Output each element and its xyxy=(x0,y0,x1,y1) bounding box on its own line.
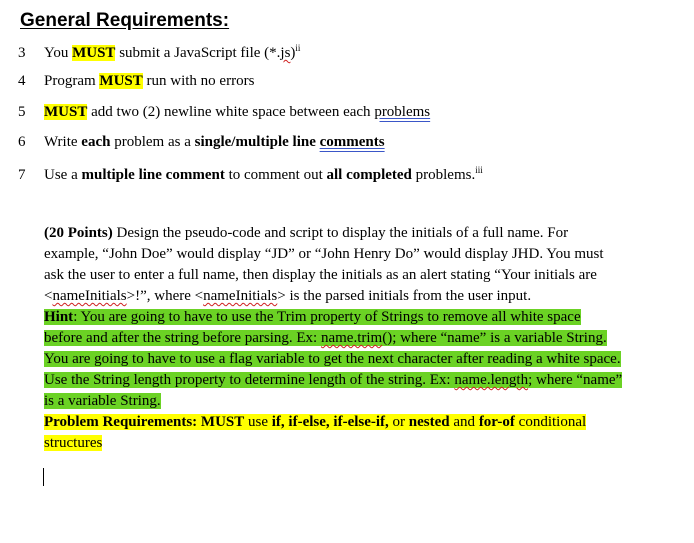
requirement-5: 5 MUST add two (2) newline white space between each problems xyxy=(18,104,431,120)
must-highlight: MUST xyxy=(44,104,88,120)
list-number: 4 xyxy=(18,73,26,89)
problem-requirements-label: Problem Requirements: xyxy=(44,414,198,430)
list-number: 6 xyxy=(18,134,26,150)
requirement-3: 3 You MUST submit a JavaScript file $(*.js)^{ii}$ xyxy=(18,43,301,61)
grammar-flag-word: problems xyxy=(374,104,431,120)
must-highlight: MUST xyxy=(99,73,143,89)
problem-requirements-line: structures xyxy=(44,435,103,451)
must-highlight: MUST xyxy=(72,45,116,61)
hint-line: is a variable String. xyxy=(44,393,161,409)
spellcheck-word: name.length xyxy=(454,372,529,388)
problem-paragraph: (20 Points) Design the pseudo-code and script to display the initials of a full name. For example, “John Doe” would display “JD” or “John Henry Do” would display JHD. You must ask the user to enter a full name, then display the initials as an alert stating “Your initials are <nameInitials>!”, where <nameInitials> is the parsed initials from the user input. Hint: You are going to have to use the Trim property of Strings to remove all white space before and after the string before parsing. Ex: name.trim(); where “name” is a variable String. You are going to have to use a flag variable to get the next character after reading a white space. Use the String length property to determine length of the string. Ex: name.length; where “name” is a variable String. Problem Requirements: MUST use if, if-else, if-else-if, or nested and for-of conditional structures xyxy=(44,223,669,454)
hint-line: Hint: You are going to have to use the Trim property of Strings to remove all white space xyxy=(44,309,581,325)
hint-label: Hint xyxy=(44,309,74,325)
requirement-7: 7 Use a multiple line comment to comment out all completed problems.$^{iii}$ xyxy=(18,165,483,183)
endnote-ref: ii xyxy=(295,43,301,53)
hint-line: before and after the string before parsing. Ex: name.trim(); where “name” is a variable String. xyxy=(44,330,607,346)
list-number: 5 xyxy=(18,104,26,120)
endnote-ref: iii xyxy=(475,165,483,175)
hint-line: Use the String length property to determine length of the string. Ex: name.length; where “name” xyxy=(44,372,623,388)
list-number: 3 xyxy=(18,45,26,61)
requirement-6: 6 Write each problem as a single/multiple line comments xyxy=(18,134,385,150)
text-cursor[interactable] xyxy=(43,468,44,486)
spellcheck-word: nameInitials xyxy=(203,288,278,304)
requirement-4: 4 Program MUST run with no errors xyxy=(18,73,255,89)
list-number: 7 xyxy=(18,167,26,183)
spellcheck-word: nameInitials xyxy=(52,288,127,304)
points-label: (20 Points) xyxy=(44,225,113,241)
section-heading: General Requirements: xyxy=(20,10,230,31)
spellcheck-word: js xyxy=(280,45,291,61)
hint-line: You are going to have to use a flag variable to get the next character after reading a white space. xyxy=(44,351,621,367)
spellcheck-word: name.trim xyxy=(320,330,383,346)
grammar-flag-word: comments xyxy=(319,134,385,150)
problem-requirements-line: Problem Requirements: MUST use if, if-else, if-else-if, or nested and for-of conditional xyxy=(44,414,587,430)
